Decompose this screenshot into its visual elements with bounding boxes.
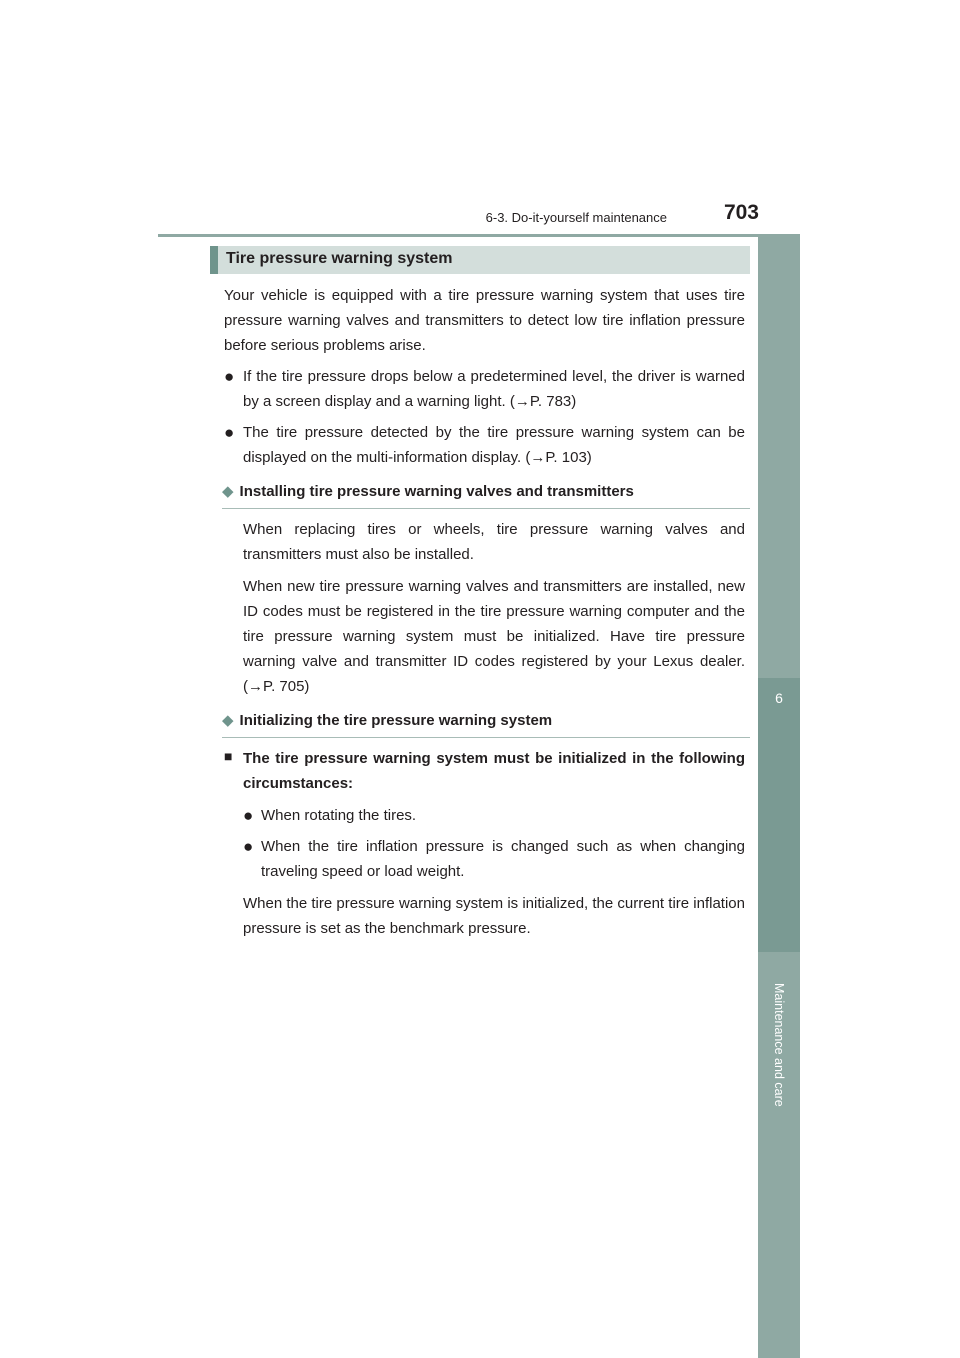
bullet-text-1: If the tire pressure drops below a predetermined level, the driver is warned by a screen display and a warning light. (→P. 783) — [243, 368, 745, 410]
diamond-icon: ◆ — [222, 483, 234, 500]
chapter-title: Maintenance and care — [772, 983, 786, 1107]
section-title: 6-3. Do-it-yourself maintenance — [485, 210, 667, 225]
page-number: 703 — [723, 201, 759, 224]
subsection-heading-2 — [222, 711, 750, 738]
chapter-box — [758, 678, 800, 952]
section-title-bar — [210, 246, 750, 274]
subsection-heading-1-text: Installing tire pressure warning valves and transmitters — [239, 483, 634, 500]
bullet-icon: ● — [224, 367, 235, 386]
bullet-icon: ● — [243, 806, 254, 825]
subsection-heading-2-text: Initializing the tire pressure warning system — [239, 712, 553, 729]
bullet-icon: ● — [224, 423, 235, 442]
chapter-number: 6 — [775, 690, 783, 706]
subsection-heading-1 — [222, 482, 750, 509]
section2-bullet-2: When the tire inflation pressure is changed such as when changing traveling speed or load weight. — [261, 838, 745, 880]
section1-paragraph-2: When new tire pressure warning valves and transmitters are installed, new ID codes must be registered in the tire pressure warning computer and the tire pressure warning system must be initialized. Have tire pressure warning valve and transmitter ID codes registered by your Lexus dealer. (→P. 705) — [243, 578, 745, 695]
section2-item-heading: The tire pressure warning system must be initialized in the following circumstances: — [243, 750, 745, 792]
section2-bullet-1: When rotating the tires. — [261, 807, 417, 824]
bullet-icon: ● — [243, 837, 254, 856]
diamond-icon: ◆ — [222, 712, 234, 729]
intro-paragraph: Your vehicle is equipped with a tire pressure warning system that uses tire pressure warning valves and transmitters to detect low tire inflation pressure before serious problems arise. — [224, 287, 745, 354]
section2-closing: When the tire pressure warning system is initialized, the current tire inflation pressure is set as the benchmark pressure. — [243, 895, 745, 937]
chapter-side-tab — [758, 237, 800, 1358]
square-bullet-icon: ■ — [224, 748, 233, 764]
bullet-text-2: The tire pressure detected by the tire pressure warning system can be displayed on the multi-information display. (→P. 103) — [243, 424, 745, 466]
main-title: Tire pressure warning system — [226, 250, 453, 267]
page-header — [158, 196, 800, 237]
section1-paragraph-1: When replacing tires or wheels, tire pressure warning valves and transmitters must also be installed. — [243, 521, 745, 563]
